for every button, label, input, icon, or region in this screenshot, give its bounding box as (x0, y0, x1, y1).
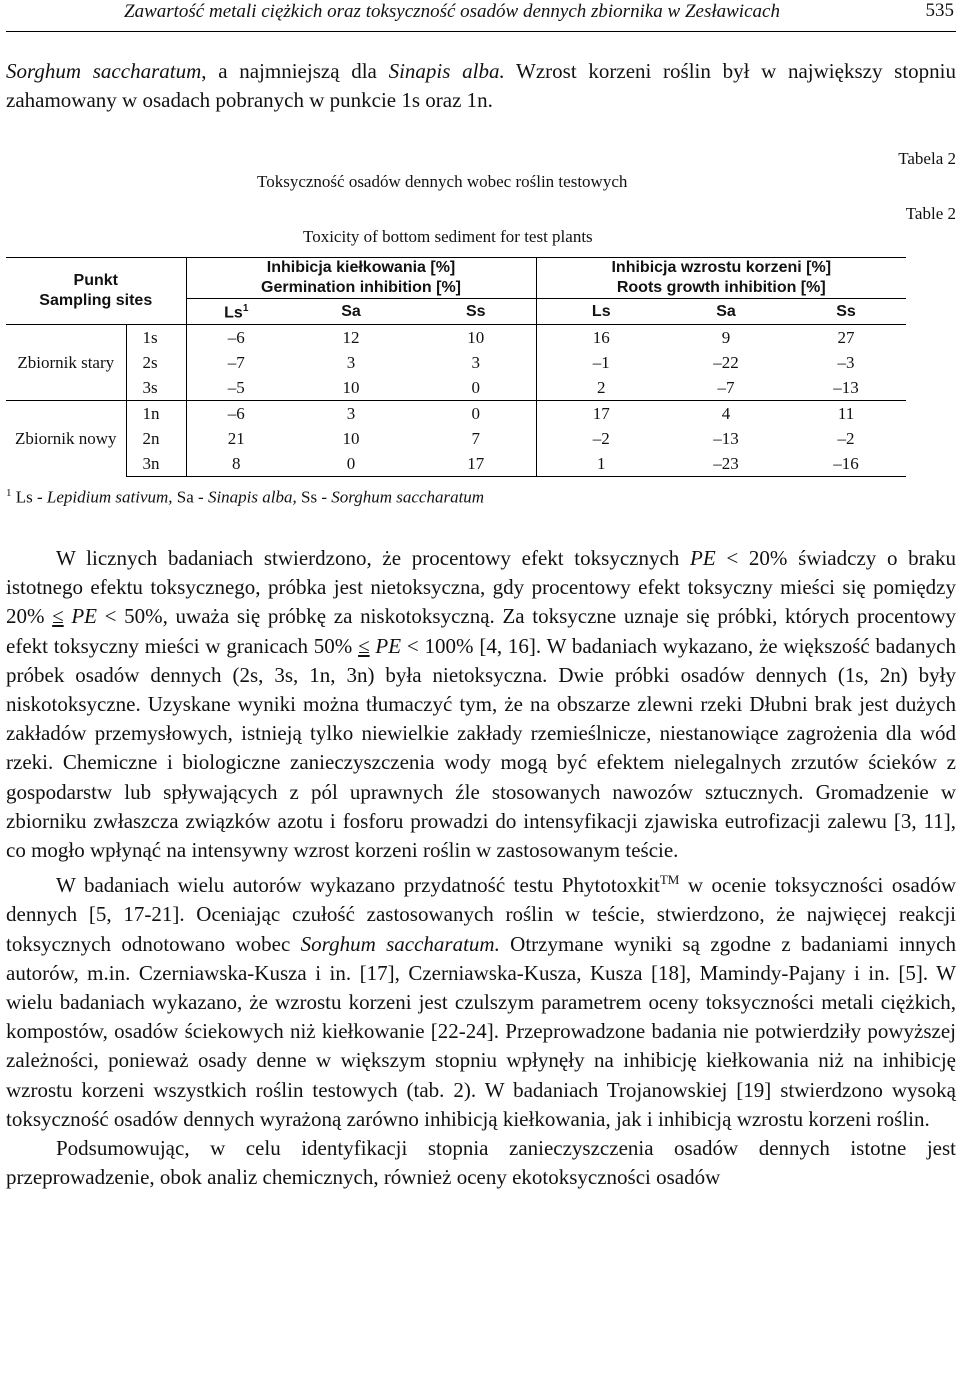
p2-text: Otrzymane wyniki są zgodne z badaniami innych autorów, m.in. Czerniawska-Kusza i in. [17], Czerniawska-Kusza, Kusza [18], Mamindy-Pajany i in. [5]. W wielu badaniach wykazano, że wzrostu korzeni jest czulszym parametrem oceny toksyczności metali ciężkich, kompostów, osadów ściekowych niż kiełkowanie [22-24]. Przeprowadzone badania nie potwierdziły powyższej zależności, ponieważ osady denne w większym stopniu wpłynęły na inhibicję kiełkowania niż na inhibicję wzrostu korzeni wszystkich roślin testowych (tab. 2). W badaniach Trojanowskiej [19] stwierdzono wysoką toksyczność osadów dennych wyrażoną zarówno inhibicją kiełkowania, jak i inhibicją wzrostu korzeni roślin. (6, 931, 957, 1131)
paragraph-3: Podsumowując, w celu identyfikacji stopnia zanieczyszczenia osadów dennych istotne jest przeprowadzenie, obok analiz chemicznych, również oceny ekotoksyczności osadów (6, 1136, 956, 1190)
cell-root-ls: 1 (536, 451, 666, 477)
paragraph-2 (6, 865, 956, 1134)
cell-root-ss: 27 (786, 325, 906, 351)
cell-root-ss: 11 (786, 401, 906, 427)
col-sa-root: Sa (666, 299, 786, 325)
cell-germ-ls: 8 (186, 451, 286, 477)
cell-germ-sa: 10 (342, 428, 360, 448)
leq-symbol: ≤ (358, 633, 370, 658)
group-old-reservoir: Zbiornik stary (6, 325, 126, 401)
cell-root-sa: –7 (717, 377, 735, 397)
row-site: 1s (126, 325, 186, 351)
table-row (6, 451, 906, 477)
table-label-en: Table 2 (905, 204, 956, 223)
cell-root-ss: –16 (786, 451, 906, 477)
cell-germ-sa: 3 (286, 401, 416, 427)
cell-germ-ls: –7 (186, 350, 286, 375)
col-ls-germ (186, 299, 286, 325)
table-caption-pl: Toksyczność osadów dennych wobec roślin testowych (257, 172, 628, 191)
fn-part: Ls - (15, 487, 47, 507)
trademark: TM (659, 872, 680, 888)
germination-header (186, 258, 536, 299)
fn-part: Ss - (296, 487, 332, 507)
table-caption-en: Toxicity of bottom sediment for test plants (303, 227, 593, 246)
cell-germ-sa: 10 (342, 377, 360, 397)
table-row (6, 375, 906, 401)
site-header-en: Sampling sites (39, 292, 153, 309)
fn-species: Sorghum saccharatum (331, 487, 485, 507)
site-header (6, 258, 186, 325)
table-row (6, 350, 906, 375)
header-rule (6, 31, 956, 32)
intro-text-2: Wzrost korzeni roślin był w największy stopniu zahamowany w osadach pobranych w punkcie 1s oraz 1n. (6, 59, 956, 113)
root-growth-header (536, 258, 906, 299)
cell-root-ls: –2 (536, 426, 666, 451)
col-ss-root: Ss (786, 299, 906, 325)
col-ss-germ: Ss (416, 299, 536, 325)
table-label-pl: Tabela 2 (898, 149, 956, 168)
cell-germ-sa: 3 (346, 352, 356, 372)
p1-text: < 50%, uważa się próbkę za niskotoksyczną. Za toksyczne uznaje się próbki, których procentowy efekt toksyczny mieści w granicach 50% (6, 604, 957, 658)
cell-germ-ls: 21 (186, 426, 286, 451)
species-sorghum: Sorghum saccharatum. (300, 931, 500, 956)
pe-symbol: PE (375, 633, 402, 658)
fn-part: Sa - (172, 487, 208, 507)
footnote-mark: 1 (6, 487, 12, 499)
root-growth-header-pl: Inhibicja wzrostu korzeni [%] (611, 259, 832, 276)
cell-root-ls: 2 (536, 375, 666, 401)
pe-symbol: PE (71, 604, 97, 629)
p2-text: w ocenie toksyczności osadów dennych [5, 17-21]. Oceniając czułość zastosowanych roślin w teście, stwierdzono, że najwięcej reakcji toksycznych odnotowano wobec (6, 873, 956, 956)
body-text (6, 544, 956, 1192)
intro-text-1: , a najmniejszą dla (201, 59, 389, 83)
fn-species: Lepidium sativum, (46, 487, 173, 507)
pe-symbol: PE (690, 546, 716, 570)
cell-germ-ss: 17 (416, 451, 536, 477)
p1-text: W licznych badaniach stwierdzono, że procentowy efekt toksycznych (56, 546, 690, 570)
cell-germ-ss: 3 (471, 352, 481, 372)
germination-header-en: Germination inhibition [%] (261, 279, 461, 296)
row-site: 2s (126, 350, 186, 375)
cell-root-sa: –13 (713, 428, 739, 448)
cell-germ-ls: –5 (186, 375, 286, 401)
intro-paragraph (6, 57, 956, 115)
table-footnote (6, 487, 484, 508)
p1-text: < 20% świadczy o braku istotnego efektu toksycznego, próbka jest nietoksyczna, gdy procentowy efekt toksyczny mieści się pomiędzy 20% (6, 546, 956, 629)
col-ls-label: Ls (224, 304, 243, 322)
site-header-pl: Punkt (73, 272, 118, 289)
row-site: 2n (126, 426, 186, 451)
root-growth-header-en: Roots growth inhibition [%] (616, 279, 826, 296)
row-site: 3s (126, 375, 186, 401)
col-sa-germ: Sa (286, 299, 416, 325)
leq-symbol: ≤ (52, 604, 64, 629)
table-row (6, 426, 906, 451)
table-row (6, 401, 906, 427)
cell-root-ls: –1 (536, 350, 666, 375)
cell-root-sa: –23 (666, 451, 786, 477)
p1-text: < 100% [4, 16]. W badaniach wykazano, że większość badanych próbek osadów dennych (2s, 3s, 1n, 3n) była nietoksyczna. Dwie próbki osadów dennych (1s, 2n) były niskotoksyczne. Uzyskane wyniki można tłumaczyć tym, że na obszarze zlewni rzeki Dłubni brak jest dużych zakładów przemysłowych, istnieją tylko niewielkie zakłady rzemieślnicze, niestanowiące zagrożenia dla wód rzeki. Chemiczne i biologiczne zanieczyszczenia wody mogą być efektem nielegalnych zrzutów ścieków z gospodarstw lub spływających z pól uprawnych źle stosowanych nawozów sztucznych. Gromadzenie w zbiorniku zwłaszcza związków azotu i fosforu prowadzi do intensyfikacji zjawiska eutrofizacji zalewu [3, 11], co mogło wpłynąć na intensywny wzrost korzeni roślin w zastosowanym teście. (6, 633, 956, 863)
group-new-reservoir: Zbiornik nowy (6, 401, 126, 477)
row-site: 1n (126, 401, 186, 427)
running-title: Zawartość metali ciężkich oraz toksyczność osadów dennych zbiornika w Zesławicach (124, 1, 780, 22)
cell-germ-ss: 10 (416, 325, 536, 351)
fn-species: Sinapis alba, (207, 487, 297, 507)
cell-germ-sa: 0 (286, 451, 416, 477)
cell-root-ss: –13 (833, 377, 859, 397)
germination-header-pl: Inhibicja kiełkowania [%] (266, 259, 456, 276)
cell-germ-ls: –6 (186, 401, 286, 427)
cell-root-ls: 16 (536, 325, 666, 351)
cell-germ-ss: 0 (471, 377, 481, 397)
col-ls-root: Ls (536, 299, 666, 325)
p2-text: W badaniach wielu autorów wykazano przydatność testu Phytotoxkit (56, 873, 660, 898)
cell-germ-ss: 7 (471, 428, 481, 448)
table-row (6, 325, 906, 351)
species-sorghum: Sorghum saccharatum (6, 59, 202, 83)
cell-root-ls: 17 (536, 401, 666, 427)
cell-germ-ss: 0 (416, 401, 536, 427)
running-header (0, 0, 960, 40)
row-site: 3n (126, 451, 186, 477)
cell-root-sa: 4 (666, 401, 786, 427)
cell-germ-sa: 12 (286, 325, 416, 351)
cell-root-sa: 9 (666, 325, 786, 351)
cell-root-ss: –3 (837, 352, 855, 372)
paragraph-1 (6, 544, 956, 865)
cell-germ-ls: –6 (186, 325, 286, 351)
toxicity-table (6, 257, 906, 477)
species-sinapis: Sinapis alba. (388, 59, 505, 83)
cell-root-ss: –2 (837, 428, 855, 448)
cell-root-sa: –22 (713, 352, 739, 372)
page-number: 535 (925, 0, 954, 21)
col-ls-footnote-mark: 1 (242, 303, 249, 315)
